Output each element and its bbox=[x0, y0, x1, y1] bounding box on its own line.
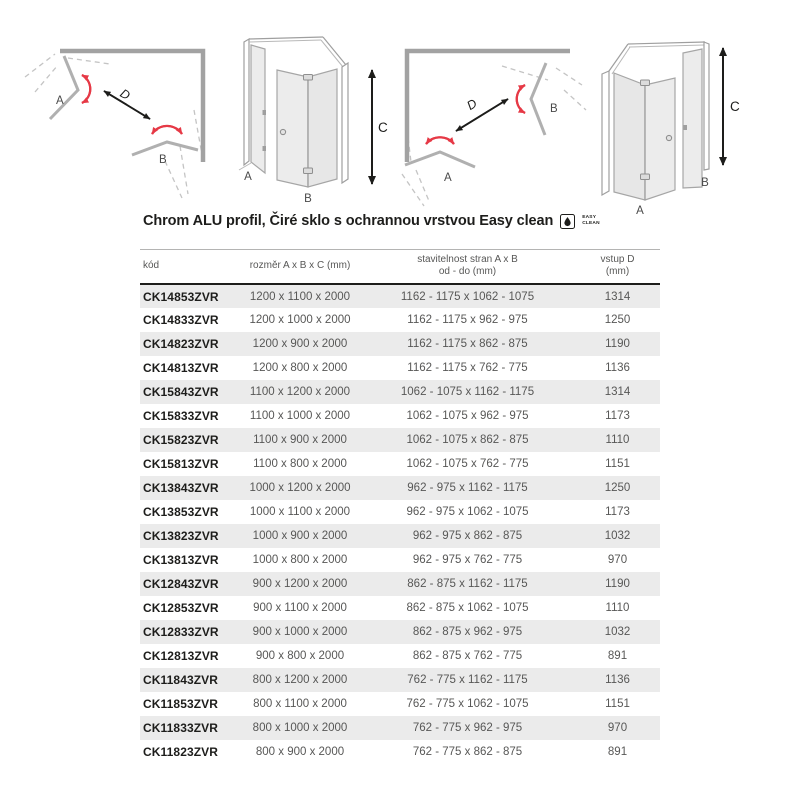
title-row bbox=[143, 213, 600, 229]
table-row bbox=[140, 452, 660, 476]
col-header-vstup-line2: (mm) bbox=[605, 266, 630, 277]
cell-rozmer: 1200 x 1000 x 2000 bbox=[249, 314, 351, 326]
label-c: C bbox=[378, 120, 388, 135]
cell-kod: CK15813ZVR bbox=[143, 457, 219, 471]
door-knob bbox=[280, 129, 285, 134]
label-b: B bbox=[304, 193, 312, 205]
panel-a bbox=[251, 45, 266, 173]
wall-post bbox=[244, 39, 249, 165]
cell-vstup: 1314 bbox=[604, 290, 631, 303]
door-b bbox=[531, 63, 546, 135]
col-header-stavitelnost bbox=[360, 250, 575, 285]
table-row bbox=[140, 716, 660, 740]
cell-rozmer: 1100 x 900 x 2000 bbox=[253, 434, 347, 446]
cell-vstup: 891 bbox=[607, 746, 628, 758]
cell-kod: CK15843ZVR bbox=[143, 385, 219, 399]
cell-rozmer: 1100 x 1000 x 2000 bbox=[249, 410, 351, 422]
swing-arrow-a bbox=[82, 75, 90, 103]
cell-stavitelnost: 762 - 775 x 862 - 875 bbox=[412, 746, 523, 758]
table-row bbox=[140, 404, 660, 428]
easy-clean-line2: CLEAN bbox=[582, 221, 600, 226]
table-row bbox=[140, 476, 660, 500]
cell-rozmer: 1000 x 1200 x 2000 bbox=[249, 482, 351, 494]
cell-stavitelnost: 862 - 875 x 1162 - 1175 bbox=[407, 578, 528, 590]
cell-kod: CK11853ZVR bbox=[143, 697, 219, 711]
cell-rozmer: 1200 x 900 x 2000 bbox=[252, 338, 348, 350]
cell-rozmer: 1000 x 1100 x 2000 bbox=[249, 506, 351, 518]
col-header-rozmer: rozměr A x B x C (mm) bbox=[240, 250, 360, 285]
cell-stavitelnost: 1162 - 1175 x 862 - 875 bbox=[407, 338, 528, 350]
swing-arrow-b bbox=[517, 85, 525, 113]
wall-corner-edge-inner bbox=[321, 40, 343, 67]
dashed-open-positions bbox=[25, 54, 203, 198]
table-row bbox=[140, 620, 660, 644]
swing-arrow-b bbox=[152, 126, 182, 134]
col-header-vstup bbox=[575, 250, 660, 285]
cell-stavitelnost: 962 - 975 x 1162 - 1175 bbox=[407, 482, 528, 494]
cell-vstup: 1032 bbox=[604, 626, 631, 638]
spec-table bbox=[140, 249, 660, 764]
cell-vstup: 970 bbox=[607, 722, 628, 734]
cell-vstup: 891 bbox=[607, 650, 628, 662]
cell-rozmer: 1100 x 1200 x 2000 bbox=[249, 386, 351, 398]
cell-vstup: 1250 bbox=[604, 314, 631, 326]
page-title: Chrom ALU profil, Čiré sklo s ochrannou vrstvou Easy clean bbox=[143, 213, 554, 229]
wall-corner-edge-inner bbox=[612, 47, 630, 74]
wall-top-edge-inner bbox=[249, 40, 321, 42]
cell-kod: CK13823ZVR bbox=[143, 529, 219, 543]
cell-kod: CK13813ZVR bbox=[143, 553, 219, 567]
cell-rozmer: 900 x 1100 x 2000 bbox=[253, 602, 347, 614]
diagram-iso-left bbox=[238, 22, 393, 212]
table-row bbox=[140, 692, 660, 716]
easy-clean-badge-text bbox=[582, 215, 600, 226]
cell-rozmer: 800 x 1200 x 2000 bbox=[252, 674, 348, 686]
diagram-plan-left bbox=[22, 22, 217, 207]
cell-stavitelnost: 1162 - 1175 x 962 - 975 bbox=[407, 314, 528, 326]
cell-stavitelnost: 1062 - 1075 x 862 - 875 bbox=[406, 434, 529, 446]
wall-right bbox=[704, 42, 709, 170]
cell-rozmer: 800 x 1100 x 2000 bbox=[253, 698, 347, 710]
cell-stavitelnost: 762 - 775 x 1162 - 1175 bbox=[407, 674, 528, 686]
table-row bbox=[140, 380, 660, 404]
cell-vstup: 970 bbox=[607, 554, 628, 566]
table-row bbox=[140, 500, 660, 524]
cell-kod: CK12813ZVR bbox=[143, 649, 219, 663]
cell-rozmer: 1000 x 800 x 2000 bbox=[252, 554, 348, 566]
cell-stavitelnost: 962 - 975 x 1062 - 1075 bbox=[406, 506, 529, 518]
col-header-stavitelnost-line1: stavitelnost stran A x B bbox=[417, 254, 518, 265]
cell-kod: CK12843ZVR bbox=[143, 577, 219, 591]
col-header-vstup-line1: vstup D bbox=[600, 254, 635, 265]
cell-stavitelnost: 762 - 775 x 962 - 975 bbox=[412, 722, 523, 734]
easy-clean-badge bbox=[560, 214, 575, 229]
wall-post bbox=[602, 71, 609, 195]
cell-vstup: 1110 bbox=[605, 434, 630, 446]
droplet-icon bbox=[562, 216, 573, 227]
cell-rozmer: 900 x 1000 x 2000 bbox=[252, 626, 348, 638]
cell-vstup: 1110 bbox=[605, 602, 630, 614]
cell-kod: CK13853ZVR bbox=[143, 505, 219, 519]
door-a bbox=[405, 152, 475, 167]
cell-rozmer: 800 x 1000 x 2000 bbox=[252, 722, 348, 734]
col-header-kod: kód bbox=[140, 250, 240, 285]
table-row bbox=[140, 572, 660, 596]
cell-rozmer: 1200 x 800 x 2000 bbox=[252, 362, 348, 374]
table-row bbox=[140, 740, 660, 764]
cell-kod: CK14823ZVR bbox=[143, 337, 219, 351]
table-row bbox=[140, 332, 660, 356]
cell-stavitelnost: 1062 - 1075 x 962 - 975 bbox=[406, 410, 529, 422]
cell-stavitelnost: 1162 - 1175 x 762 - 775 bbox=[407, 362, 528, 374]
cell-vstup: 1173 bbox=[605, 506, 630, 518]
cell-kod: CK14833ZVR bbox=[143, 313, 219, 327]
label-b: B bbox=[159, 154, 167, 166]
wall-corner-edge bbox=[323, 37, 346, 65]
cell-kod: CK12833ZVR bbox=[143, 625, 219, 639]
col-header-stavitelnost-line2: od - do (mm) bbox=[438, 266, 497, 277]
table-row bbox=[140, 428, 660, 452]
cell-kod: CK12853ZVR bbox=[143, 601, 219, 615]
spec-table-body bbox=[140, 284, 660, 764]
bifold-door-a bbox=[614, 73, 675, 200]
table-row bbox=[140, 644, 660, 668]
wall-corner-edge bbox=[609, 44, 628, 71]
diagram-plan-right bbox=[398, 22, 588, 207]
cell-kod: CK15833ZVR bbox=[143, 409, 219, 423]
table-row bbox=[140, 308, 660, 332]
table-row bbox=[140, 596, 660, 620]
cell-rozmer: 1200 x 1100 x 2000 bbox=[249, 290, 351, 303]
cell-kod: CK15823ZVR bbox=[143, 433, 219, 447]
cell-stavitelnost: 862 - 875 x 1062 - 1075 bbox=[406, 602, 529, 614]
cell-vstup: 1151 bbox=[605, 698, 630, 710]
label-b: B bbox=[701, 177, 709, 189]
cell-stavitelnost: 962 - 975 x 762 - 775 bbox=[412, 554, 523, 566]
cell-vstup: 1190 bbox=[605, 338, 630, 350]
cell-vstup: 1136 bbox=[605, 362, 630, 374]
cell-kod: CK14813ZVR bbox=[143, 361, 219, 375]
label-a: A bbox=[444, 172, 452, 184]
label-a: A bbox=[56, 95, 64, 107]
table-row bbox=[140, 356, 660, 380]
cell-vstup: 1151 bbox=[605, 458, 630, 470]
door-a bbox=[50, 56, 78, 119]
cell-stavitelnost: 862 - 875 x 962 - 975 bbox=[412, 626, 523, 638]
cell-kod: CK13843ZVR bbox=[143, 481, 219, 495]
label-d: D bbox=[464, 96, 480, 113]
cell-rozmer: 1000 x 900 x 2000 bbox=[252, 530, 348, 542]
cell-rozmer: 900 x 1200 x 2000 bbox=[252, 578, 348, 590]
cell-vstup: 1314 bbox=[604, 386, 631, 398]
cell-rozmer: 900 x 800 x 2000 bbox=[255, 650, 345, 662]
cell-stavitelnost: 1162 - 1175 x 1062 - 1075 bbox=[400, 290, 535, 303]
door-knob bbox=[666, 135, 671, 140]
cell-stavitelnost: 1062 - 1075 x 1162 - 1175 bbox=[400, 386, 535, 398]
cell-vstup: 1250 bbox=[604, 482, 631, 494]
cell-vstup: 1173 bbox=[605, 410, 630, 422]
label-d: D bbox=[117, 86, 133, 103]
label-a: A bbox=[636, 205, 644, 217]
diagram-iso-right bbox=[600, 22, 780, 217]
easy-clean-line1: EASY bbox=[582, 215, 597, 221]
wall-top-edge-inner bbox=[629, 45, 704, 47]
wall-top-edge bbox=[628, 42, 705, 44]
bifold-door-b bbox=[277, 69, 337, 187]
cell-vstup: 1032 bbox=[604, 530, 631, 542]
cell-stavitelnost: 1062 - 1075 x 762 - 775 bbox=[406, 458, 529, 470]
cell-vstup: 1136 bbox=[605, 674, 630, 686]
entry-width-arrow bbox=[456, 99, 508, 131]
table-row bbox=[140, 548, 660, 572]
wall-top-edge bbox=[249, 37, 323, 39]
cell-kod: CK11833ZVR bbox=[143, 721, 219, 735]
cell-kod: CK11823ZVR bbox=[143, 745, 219, 759]
table-row bbox=[140, 524, 660, 548]
label-c: C bbox=[730, 99, 740, 114]
cell-stavitelnost: 962 - 975 x 862 - 875 bbox=[412, 530, 523, 542]
table-header-row bbox=[140, 250, 660, 285]
cell-stavitelnost: 762 - 775 x 1062 - 1075 bbox=[406, 698, 529, 710]
cell-kod: CK14853ZVR bbox=[143, 289, 219, 304]
dashed-open-positions bbox=[402, 66, 586, 206]
cell-kod: CK11843ZVR bbox=[143, 673, 219, 687]
panel-b bbox=[683, 49, 702, 188]
swing-arrow-a bbox=[426, 137, 454, 144]
wall-right bbox=[342, 63, 348, 183]
cell-rozmer: 1100 x 800 x 2000 bbox=[253, 458, 347, 470]
table-row bbox=[140, 284, 660, 308]
cell-stavitelnost: 862 - 875 x 762 - 775 bbox=[412, 650, 523, 662]
cell-vstup: 1190 bbox=[605, 578, 630, 590]
label-a: A bbox=[244, 171, 252, 183]
table-row bbox=[140, 668, 660, 692]
label-b: B bbox=[550, 103, 558, 115]
cell-rozmer: 800 x 900 x 2000 bbox=[255, 746, 345, 758]
